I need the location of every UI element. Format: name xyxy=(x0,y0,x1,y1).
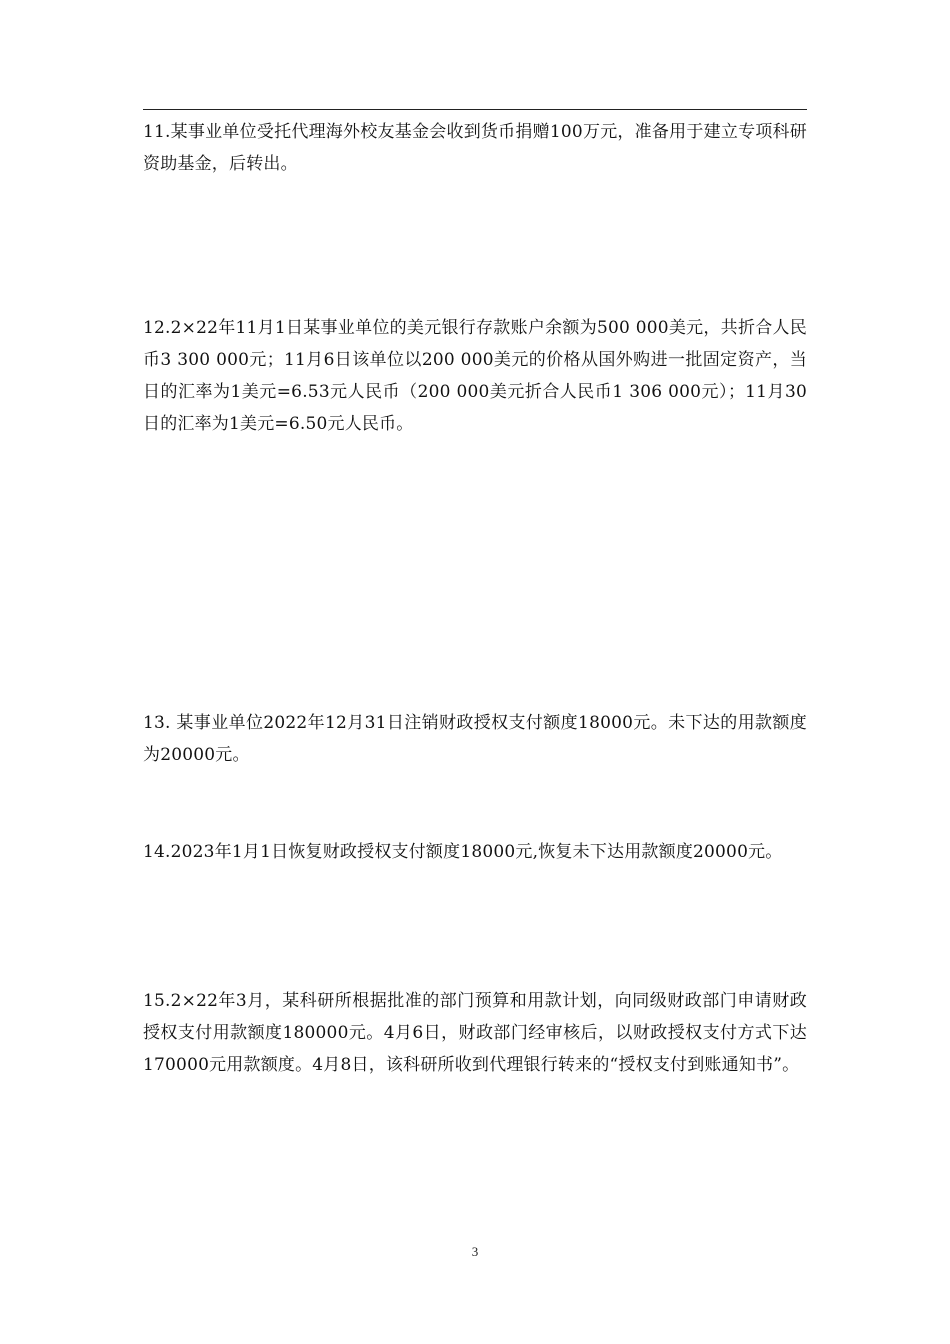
header-rule xyxy=(143,109,807,110)
problem-15: 15.2×22年3月，某科研所根据批准的部门预算和用款计划，向同级财政部门申请财政授权支付用款额度180000元。4月6日，财政部门经审核后，以财政授权支付方式下达170000元用款额度。4月8日，该科研所收到代理银行转来的“授权支付到账通知书”。 xyxy=(143,991,807,1075)
page-number: 3 xyxy=(471,1244,479,1259)
problem-12: 12.2×22年11月1日某事业单位的美元银行存款账户余额为500 000美元，共折合人民币3 300 000元；11月6日该单位以200 000美元的价格从国外购进一批固定资产，当日的汇率为1美元=6.53元人民币（200 000美元折合人民币1 306 000元）；11月30日的汇率为1美元=6.50元人民币。 xyxy=(143,318,807,434)
problem-14: 14.2023年1月1日恢复财政授权支付额度18000元,恢复未下达用款额度20000元。 xyxy=(143,842,783,862)
problem-11: 11.某事业单位受托代理海外校友基金会收到货币捐赠100万元，准备用于建立专项科研资助基金，后转出。 xyxy=(143,122,807,174)
problem-13: 13. 某事业单位2022年12月31日注销财政授权支付额度18000元。未下达的用款额度为20000元。 xyxy=(143,713,807,765)
